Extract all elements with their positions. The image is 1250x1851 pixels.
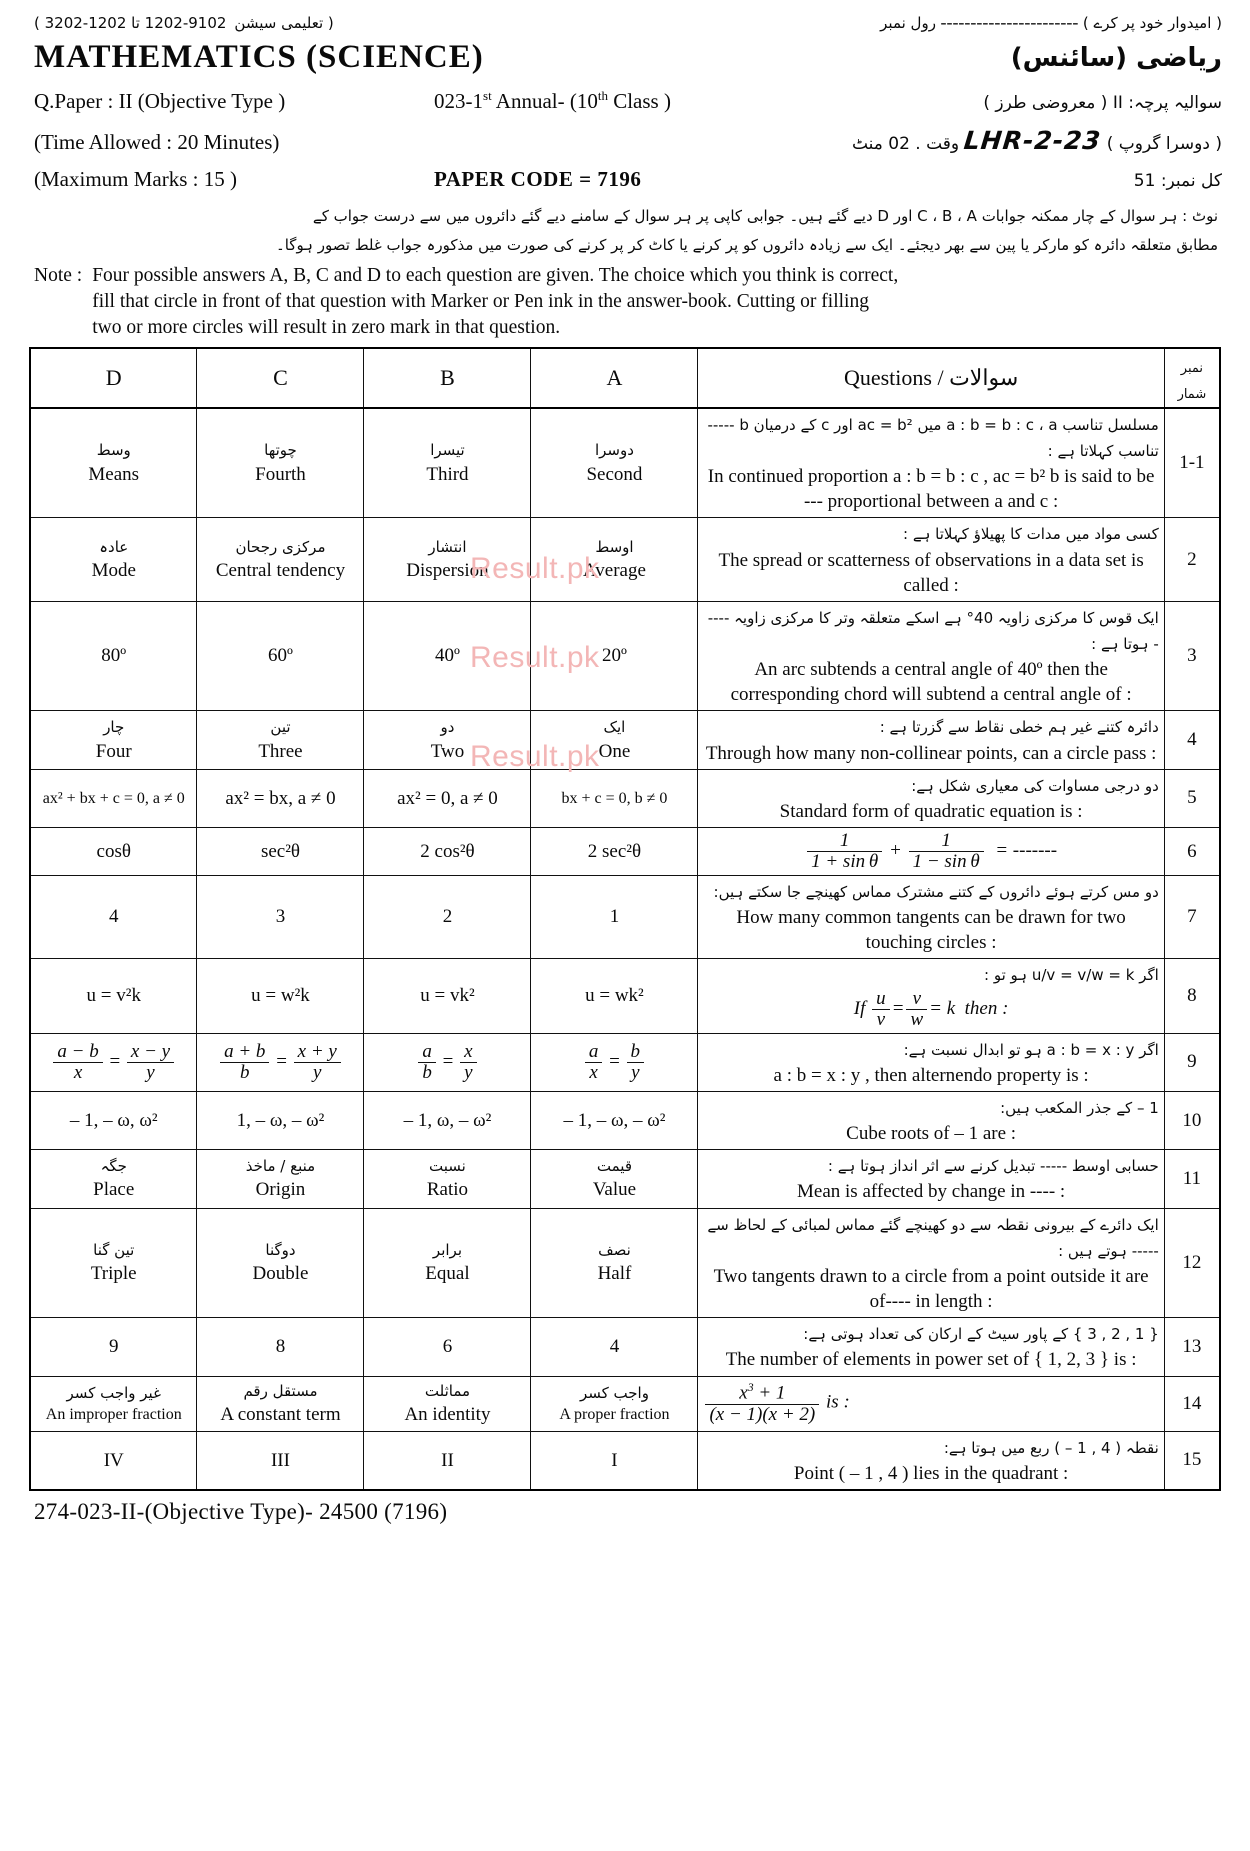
option-cell-a[interactable]: 1 (531, 876, 698, 959)
option-cell-d[interactable]: 4 (30, 876, 197, 959)
option-cell-c[interactable]: مرکزی رجحان Central tendency (197, 518, 364, 601)
option-cell-c[interactable]: $\frac{a + b}{b}$ = $\frac{x + y}{y}$ (197, 1033, 364, 1091)
option-cell-b[interactable]: $\frac{a}{b}$ = $\frac{x}{y}$ (364, 1033, 531, 1091)
option-cell-a[interactable]: u = wk² (531, 959, 698, 1033)
option-cell-c[interactable]: 1, – ω, – ω² (197, 1091, 364, 1149)
option-cell-a[interactable]: اوسط Average (531, 518, 698, 601)
question-cell: حسابی اوسط ----- تبدیل کرنے سے اثر انداز ہوتا ہے : Mean is affected by change in ---- : (698, 1150, 1164, 1208)
question-number-cell: 14 (1164, 1376, 1220, 1431)
watermark-result-pk: Result.pk (470, 552, 600, 585)
qpaper-label-urdu: سوالیہ پرچہ: II ( معروضی طرز ) (983, 93, 1222, 113)
note-english-body (92, 263, 898, 341)
option-cell-c[interactable]: 3 (197, 876, 364, 959)
question-number-cell: 6 (1164, 828, 1220, 876)
marks-urdu: کل نمبر: 15 (1133, 171, 1222, 191)
note-english-block (34, 263, 1222, 341)
option-cell-c[interactable]: ax² = bx, a ≠ 0 (197, 769, 364, 827)
qpaper-row (34, 88, 1222, 114)
session-years-label: 2019-2021 تا 2021-2023 ) (34, 14, 227, 32)
option-cell-b[interactable]: مماثلت An identity (364, 1376, 531, 1431)
table-row (30, 601, 1220, 711)
option-cell-c[interactable]: دوگنا Double (197, 1208, 364, 1318)
option-cell-a[interactable]: نصف Half (531, 1208, 698, 1318)
table-row (30, 1318, 1220, 1376)
question-cell: دائرہ کتنے غیر ہم خطی نقاط سے گزرتا ہے : Through how many non-collinear points, can a circle pass : (698, 711, 1164, 769)
question-cell: $\frac{x^3 + 1}{(x - 1)(x + 2)}$ is : (698, 1376, 1164, 1431)
table-row (30, 1150, 1220, 1208)
session-label: ( تعلیمی سیشن (234, 14, 334, 32)
column-header-d: D (30, 348, 197, 408)
note-en-line-2: fill that circle in front of that question with Marker or Pen ink in the answer-book. Cutting or filling (92, 290, 869, 312)
note-urdu-line-2: مطابق متعلقہ دائرہ کو مارکر یا پین سے بھر دیجئے۔ ایک سے زیادہ دائروں کو پر کرنے یا کاٹ کر پر کرنے کی صورت میں مذکورہ جواب غلط تصور ہوگا۔ (275, 235, 1218, 254)
column-header-a: A (531, 348, 698, 408)
roll-number-field (342, 12, 1222, 33)
rollno-session-row (34, 12, 1222, 33)
maximum-marks-en: (Maximum Marks : 15 ) (34, 167, 237, 191)
question-number-cell: 4 (1164, 711, 1220, 769)
option-cell-c[interactable]: 8 (197, 1318, 364, 1376)
option-cell-d[interactable]: 9 (30, 1318, 197, 1376)
questions-header-text: Questions / سوالات (843, 364, 1019, 390)
option-cell-b[interactable]: 2 cos²θ (364, 828, 531, 876)
option-cell-d[interactable]: وسط Means (30, 408, 197, 518)
time-urdu-group (824, 126, 1222, 155)
table-row (30, 828, 1220, 876)
option-cell-b[interactable]: 6 (364, 1318, 531, 1376)
question-cell: نقطہ ( 4 , 1 – ) ربع میں ہوتا ہے: Point ( – 1 , 4 ) lies in the quadrant : (698, 1431, 1164, 1490)
option-cell-c[interactable]: 60º (197, 601, 364, 711)
option-cell-b[interactable]: 2 (364, 876, 531, 959)
question-number-cell: 13 (1164, 1318, 1220, 1376)
note-urdu-line-1: نوٹ : ہر سوال کے چار ممکنہ جوابات A ، B ، C اور D دیے گئے ہیں۔ جوابی کاپی پر ہر سوال کے سامنے دیے گئے دائروں میں سے درست جواب کے (312, 207, 1218, 225)
qpaper-label-en: Q.Paper : II (Objective Type ) (34, 89, 286, 113)
column-header-c: C (197, 348, 364, 408)
option-cell-b[interactable]: 40º (364, 601, 531, 711)
option-cell-a[interactable]: 4 (531, 1318, 698, 1376)
column-header-b: B (364, 348, 531, 408)
annual-prefix: 023-1 (434, 89, 483, 113)
question-cell: $\frac{1}{\text{1 + sin θ}}$ + $\frac{1}{\text{1 − sin θ}}$ = ------- (698, 828, 1164, 876)
question-number-cell: 12 (1164, 1208, 1220, 1318)
option-cell-d[interactable]: غیر واجب کسر An improper fraction (30, 1376, 197, 1431)
subject-title-row (34, 39, 1222, 76)
option-cell-b[interactable]: برابر Equal (364, 1208, 531, 1318)
option-cell-a[interactable]: bx + c = 0, b ≠ 0 (531, 769, 698, 827)
question-number-cell: 3 (1164, 601, 1220, 711)
question-cell: { 1 , 2 , 3 } کے پاور سیٹ کے ارکان کی تعداد ہوتی ہے: The number of elements in power set of { 1, 2, 3 } is : (698, 1318, 1164, 1376)
note-label: Note : (34, 265, 83, 286)
option-cell-b[interactable]: II (364, 1431, 531, 1490)
option-cell-d[interactable]: u = v²k (30, 959, 197, 1033)
serial-header-text: نمبر شمار (1177, 360, 1207, 402)
option-cell-d[interactable]: ax² + bx + c = 0, a ≠ 0 (30, 769, 197, 827)
option-cell-c[interactable]: u = w²k (197, 959, 364, 1033)
handwritten-paper-code: LHR-2-23 (962, 126, 1103, 155)
option-cell-c[interactable]: مستقل رقم A constant term (197, 1376, 364, 1431)
time-row (34, 126, 1222, 155)
question-cell: اگر u/v = v/w = k ہو تو : If $\frac{u}{v}$ = $\frac{v}{w}$ = k then : (698, 959, 1164, 1033)
question-number-cell: 7 (1164, 876, 1220, 959)
question-cell: کسی مواد میں مدات کا پھیلاؤ کہلاتا ہے : The spread or scatterness of observations in a data set is called : (698, 518, 1164, 601)
note-en-line-1: Four possible answers A, B, C and D to each question are given. The choice which you think is correct, (92, 265, 899, 286)
watermark-result-pk: Result.pk (470, 740, 600, 773)
question-number-cell: 8 (1164, 959, 1220, 1033)
group-label-urdu: ( دوسرا گروپ ) (1106, 134, 1222, 154)
note-en-line-3: two or more circles will result in zero mark in that question. (92, 316, 561, 338)
question-cell: ایک دائرے کے بیرونی نقطہ سے دو کھینچے گئے مماس لمبائی کے لحاظ سے ----- ہوتے ہیں : Two tangents drawn to a circle from a point outside it are of---- in length : (698, 1208, 1164, 1318)
option-cell-c[interactable]: چوتھا Fourth (197, 408, 364, 518)
question-number-cell: 10 (1164, 1091, 1220, 1149)
option-cell-b[interactable]: ax² = 0, a ≠ 0 (364, 769, 531, 827)
option-cell-a[interactable]: ایک One (531, 711, 698, 769)
roll-note-label: ( امیدوار خود پر کرے ) (1082, 14, 1222, 32)
option-cell-c[interactable]: منبع / ماخذ Origin (197, 1150, 364, 1208)
option-cell-c[interactable]: sec²θ (197, 828, 364, 876)
table-row (30, 876, 1220, 959)
table-row (30, 1033, 1220, 1091)
column-header-questions (698, 348, 1164, 408)
option-cell-d[interactable]: IV (30, 1431, 197, 1490)
question-cell: دو مس کرتے ہوئے دائروں کے کتنے مشترک مماس کھینچے جا سکتے ہیں: How many common tangents can be drawn for two touching circles : (698, 876, 1164, 959)
roll-number-dots: ----------------------- (940, 12, 1079, 32)
question-number-cell: 5 (1164, 769, 1220, 827)
table-row (30, 518, 1220, 601)
table-row (30, 959, 1220, 1033)
paper-header (0, 0, 1250, 341)
table-row (30, 1431, 1220, 1490)
annual-mid: Annual- (10 (491, 89, 598, 113)
column-header-serial (1164, 348, 1220, 408)
watermark-result-pk: Result.pk (470, 641, 600, 674)
annual-sup: st (483, 88, 492, 103)
subject-title-urdu: ریاضی (سائنس) (1010, 42, 1222, 73)
question-cell: اگر a : b = x : y ہو تو ابدال نسبت ہے: a : b = x : y , then alternendo property is : (698, 1033, 1164, 1091)
table-row (30, 711, 1220, 769)
time-allowed-urdu: وقت . 20 منٹ (851, 134, 960, 154)
option-cell-d[interactable]: چار Four (30, 711, 197, 769)
time-allowed-en: (Time Allowed : 20 Minutes) (34, 130, 280, 154)
question-number-cell: 1-1 (1164, 408, 1220, 518)
question-number-cell: 9 (1164, 1033, 1220, 1091)
option-cell-d[interactable]: – 1, – ω, ω² (30, 1091, 197, 1149)
marks-row (34, 167, 1222, 192)
option-cell-a[interactable]: 2 sec²θ (531, 828, 698, 876)
option-cell-a[interactable]: دوسرا Second (531, 408, 698, 518)
option-cell-a[interactable]: قیمت Value (531, 1150, 698, 1208)
paper-code-label: PAPER CODE = 7196 (434, 167, 642, 191)
question-cell: 1 – کے جذر المکعب ہیں: Cube roots of – 1 are : (698, 1091, 1164, 1149)
option-cell-a[interactable]: I (531, 1431, 698, 1490)
option-cell-a[interactable]: واجب کسر A proper fraction (531, 1376, 698, 1431)
option-cell-b[interactable]: u = vk² (364, 959, 531, 1033)
question-number-cell: 15 (1164, 1431, 1220, 1490)
roll-number-label: رول نمبر (880, 14, 936, 32)
table-header-row (30, 348, 1220, 408)
question-number-cell: 11 (1164, 1150, 1220, 1208)
option-cell-d[interactable]: cosθ (30, 828, 197, 876)
question-cell: مسلسل تناسب a : b = b : c ، a میں ac = b² اور c کے درمیان b ----- تناسب کہلاتا ہے : In continued proportion a : b = b : c , ac = b² b is said to be --- proportional between a and c : (698, 408, 1164, 518)
class-sup: th (597, 88, 608, 103)
option-cell-d[interactable]: تین گنا Triple (30, 1208, 197, 1318)
option-cell-b[interactable]: انتشار Dispersion (364, 518, 531, 601)
option-cell-b[interactable]: دو Two (364, 711, 531, 769)
option-cell-b[interactable]: تیسرا Third (364, 408, 531, 518)
question-cell: ایک قوس کا مرکزی زاویہ 40° ہے اسکے متعلقہ وتر کا مرکزی زاویہ ----- ہوتا ہے : An arc subtends a central angle of 40º then the corresponding chord will subtend a central angle of : (698, 601, 1164, 711)
option-cell-c[interactable]: تین Three (197, 711, 364, 769)
mcq-table-body (30, 408, 1220, 1490)
question-number-cell: 2 (1164, 518, 1220, 601)
option-cell-c[interactable]: III (197, 1431, 364, 1490)
note-urdu-block (34, 202, 1222, 259)
annual-class-label (434, 88, 824, 114)
option-cell-a[interactable]: – 1, – ω, – ω² (531, 1091, 698, 1149)
option-cell-d[interactable]: $\frac{a - b}{x}$ = $\frac{x - y}{y}$ (30, 1033, 197, 1091)
option-cell-a[interactable]: $\frac{a}{x}$ = $\frac{b}{y}$ (531, 1033, 698, 1091)
mcq-table (29, 347, 1221, 1491)
question-cell: دو درجی مساوات کی معیاری شکل ہے: Standard form of quadratic equation is : (698, 769, 1164, 827)
option-cell-d[interactable]: 80º (30, 601, 197, 711)
subject-title-en: MATHEMATICS (SCIENCE) (34, 39, 484, 75)
class-suffix: Class ) (607, 89, 671, 113)
option-cell-b[interactable]: نسبت Ratio (364, 1150, 531, 1208)
table-row (30, 1208, 1220, 1318)
table-row (30, 1376, 1220, 1431)
paper-footer: 274-023-II-(Objective Type)- 24500 (7196) (34, 1498, 448, 1524)
option-cell-d[interactable]: جگہ Place (30, 1150, 197, 1208)
table-row (30, 408, 1220, 518)
table-row (30, 769, 1220, 827)
option-cell-b[interactable]: – 1, ω, – ω² (364, 1091, 531, 1149)
option-cell-a[interactable]: 20º (531, 601, 698, 711)
table-row (30, 1091, 1220, 1149)
option-cell-d[interactable]: عادہ Mode (30, 518, 197, 601)
